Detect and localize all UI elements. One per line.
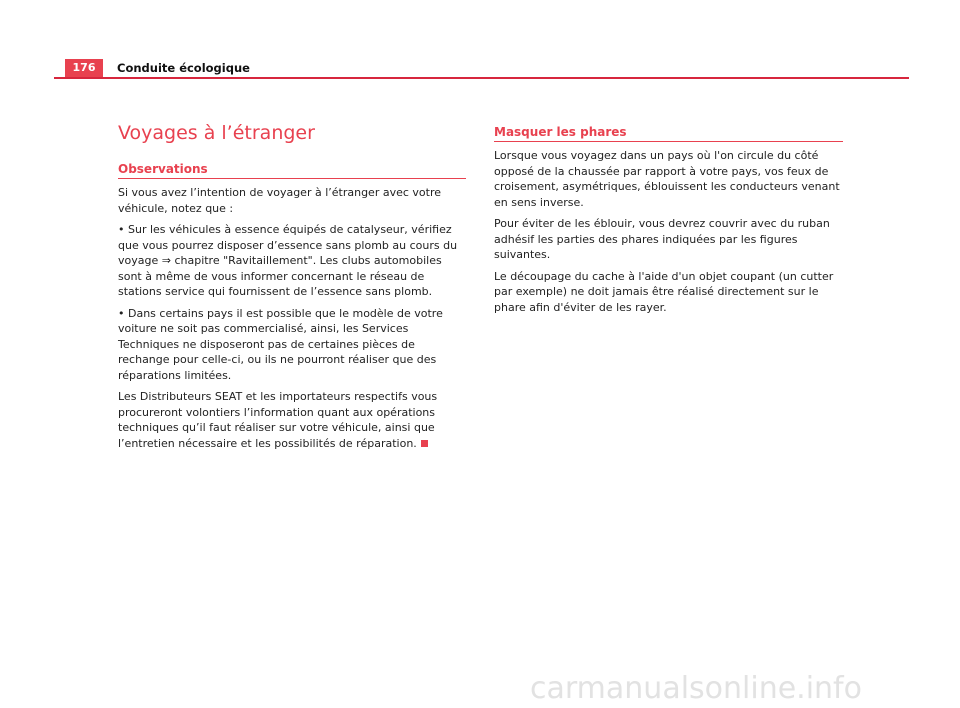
end-of-section-icon: [421, 440, 428, 447]
paragraph: • Sur les véhicules à essence équipés de catalyseur, vérifiez que vous pourrez disposer d’essence sans plomb au cours du voyage ⇒ chapitre "Ravitaillement". Les clubs automobiles sont à même de vous informer concernant le réseau de stations service qui fournissent de l’essence sans plomb.: [118, 223, 458, 298]
observations-text: [118, 185, 468, 457]
section-heading-masquer-phares: Masquer les phares: [494, 124, 843, 142]
paragraph-text: Les Distributeurs SEAT et les importateurs respectifs vous procureront volontiers l’information quant aux opérations techniques qu’il faut réaliser sur votre véhicule, ainsi que l’entretien nécessaire et les possibilités de réparation.: [118, 390, 438, 450]
watermark-text: carmanualsonline.info: [530, 671, 862, 706]
page-header: [54, 59, 909, 79]
masquer-phares-text: [494, 148, 844, 321]
paragraph: • Dans certains pays il est possible que le modèle de votre voiture ne soit pas commercialisé, ainsi, les Services Techniques ne disposeront pas de certaines pièces de rechange pour celle-ci, ou ils ne pourront réaliser que des réparations limitées.: [118, 306, 443, 382]
paragraph-last: [118, 389, 468, 451]
section-heading-observations: Observations: [118, 161, 466, 179]
paragraph: Pour éviter de les éblouir, vous devrez couvrir avec du ruban adhésif les parties des phares indiquées par les figures suivantes.: [494, 217, 830, 261]
chapter-title: Conduite écologique: [117, 61, 250, 75]
page-number: 176: [65, 59, 103, 77]
paragraph: Lorsque vous voyagez dans un pays où l'on circule du côté opposé de la chaussée par rapport à votre pays, vos feux de croisement, asymétriques, éblouissent les conducteurs venant en sens inverse.: [494, 149, 840, 209]
main-title: Voyages à l’étranger: [118, 122, 315, 144]
paragraph: Si vous avez l’intention de voyager à l’étranger avec votre véhicule, notez que :: [118, 186, 442, 215]
paragraph: Le découpage du cache à l'aide d'un objet coupant (un cutter par exemple) ne doit jamais être réalisé directement sur le phare afin d'éviter de les rayer.: [494, 269, 834, 314]
